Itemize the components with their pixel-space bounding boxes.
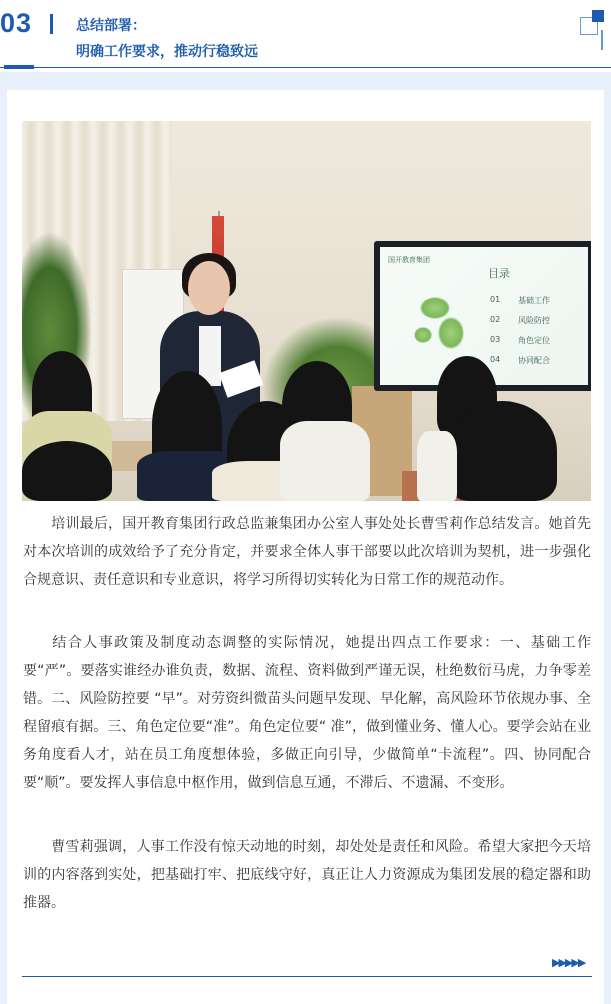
section-number: 03 xyxy=(0,8,33,38)
header-underline xyxy=(0,67,611,68)
screen-item-label: 风险防控 xyxy=(518,316,550,325)
screen-item-num: 02 xyxy=(490,315,501,324)
screen-item-num: 04 xyxy=(490,355,501,364)
screen-leaf-graphic xyxy=(420,297,450,319)
screen-item-label: 角色定位 xyxy=(518,336,550,345)
content-panel xyxy=(7,90,604,1004)
paragraph-1-text: 培训最后，国开教育集团行政总监兼集团办公室人事处处长曹雪莉作总结发言。她首先对本次培训的成效给予了充分肯定，并要求全体人事干部要以此次培训为契机，进一步强化合规意识、责任意识和专业意识，将学习所得切实转化为日常工作的规范动作。 xyxy=(23,516,591,588)
screen-title: 目录 xyxy=(488,267,510,280)
section-subtitle: 明确工作要求，推动行稳致远 xyxy=(76,44,258,60)
screen-item-label: 协同配合 xyxy=(518,356,550,365)
screen-logo: 国开教育集团 xyxy=(388,256,430,264)
screen-item-num: 03 xyxy=(490,335,501,344)
screen-item-label: 基础工作 xyxy=(518,296,550,305)
photo-audience-member xyxy=(417,431,457,501)
photo-audience-member xyxy=(280,421,370,501)
paragraph-2 xyxy=(23,629,591,797)
screen-leaf-graphic xyxy=(414,327,432,343)
training-photo xyxy=(22,121,591,501)
decorative-line xyxy=(601,30,603,50)
photo-audience-member xyxy=(447,401,557,501)
photo-speaker-head xyxy=(188,261,230,315)
screen-leaf-graphic xyxy=(438,317,464,349)
decorative-filled-square-icon xyxy=(592,10,604,22)
paragraph-2-text: 结合人事政策及制度动态调整的实际情况，她提出四点工作要求：一、基础工作要“严”。要落实谁经办谁负责，数据、流程、资料做到严谨无误，杜绝数衍马虎，力争零差错。二、风险防控要 “早”。对劳资纠微苗头问题早发现、早化解，高风险环节依规办事、全程留痕有据。三、角色定位要“准”。角色定位要“ 准”，做到懂业务、懂人心。要学会站在业务角度看人才，站在员工角度想体验，多做正向引导，少做简单“卡流程”。四、协同配合要“顺”。要发挥人事信息中枢作用，做到信息互通，不滞后、不遗漏、不变形。 xyxy=(23,635,591,791)
section-title: 总结部署： xyxy=(76,18,146,34)
paragraph-3 xyxy=(23,833,591,917)
footer-arrows-icon: ▶▶▶▶▶ xyxy=(552,956,585,969)
section-header xyxy=(0,0,611,72)
paragraph-3-text: 曹雪莉强调，人事工作没有惊天动地的时刻，却处处是责任和风险。希望大家把今天培训的内容落到实处，把基础打牢、把底线守好，真正让人力资源成为集团发展的稳定器和助推器。 xyxy=(23,839,591,911)
section-divider xyxy=(50,14,53,34)
photo-audience-member xyxy=(22,441,112,501)
screen-item-num: 01 xyxy=(490,295,501,304)
footer-divider xyxy=(22,976,592,977)
header-underline-accent xyxy=(4,65,34,69)
paragraph-1 xyxy=(23,510,591,594)
